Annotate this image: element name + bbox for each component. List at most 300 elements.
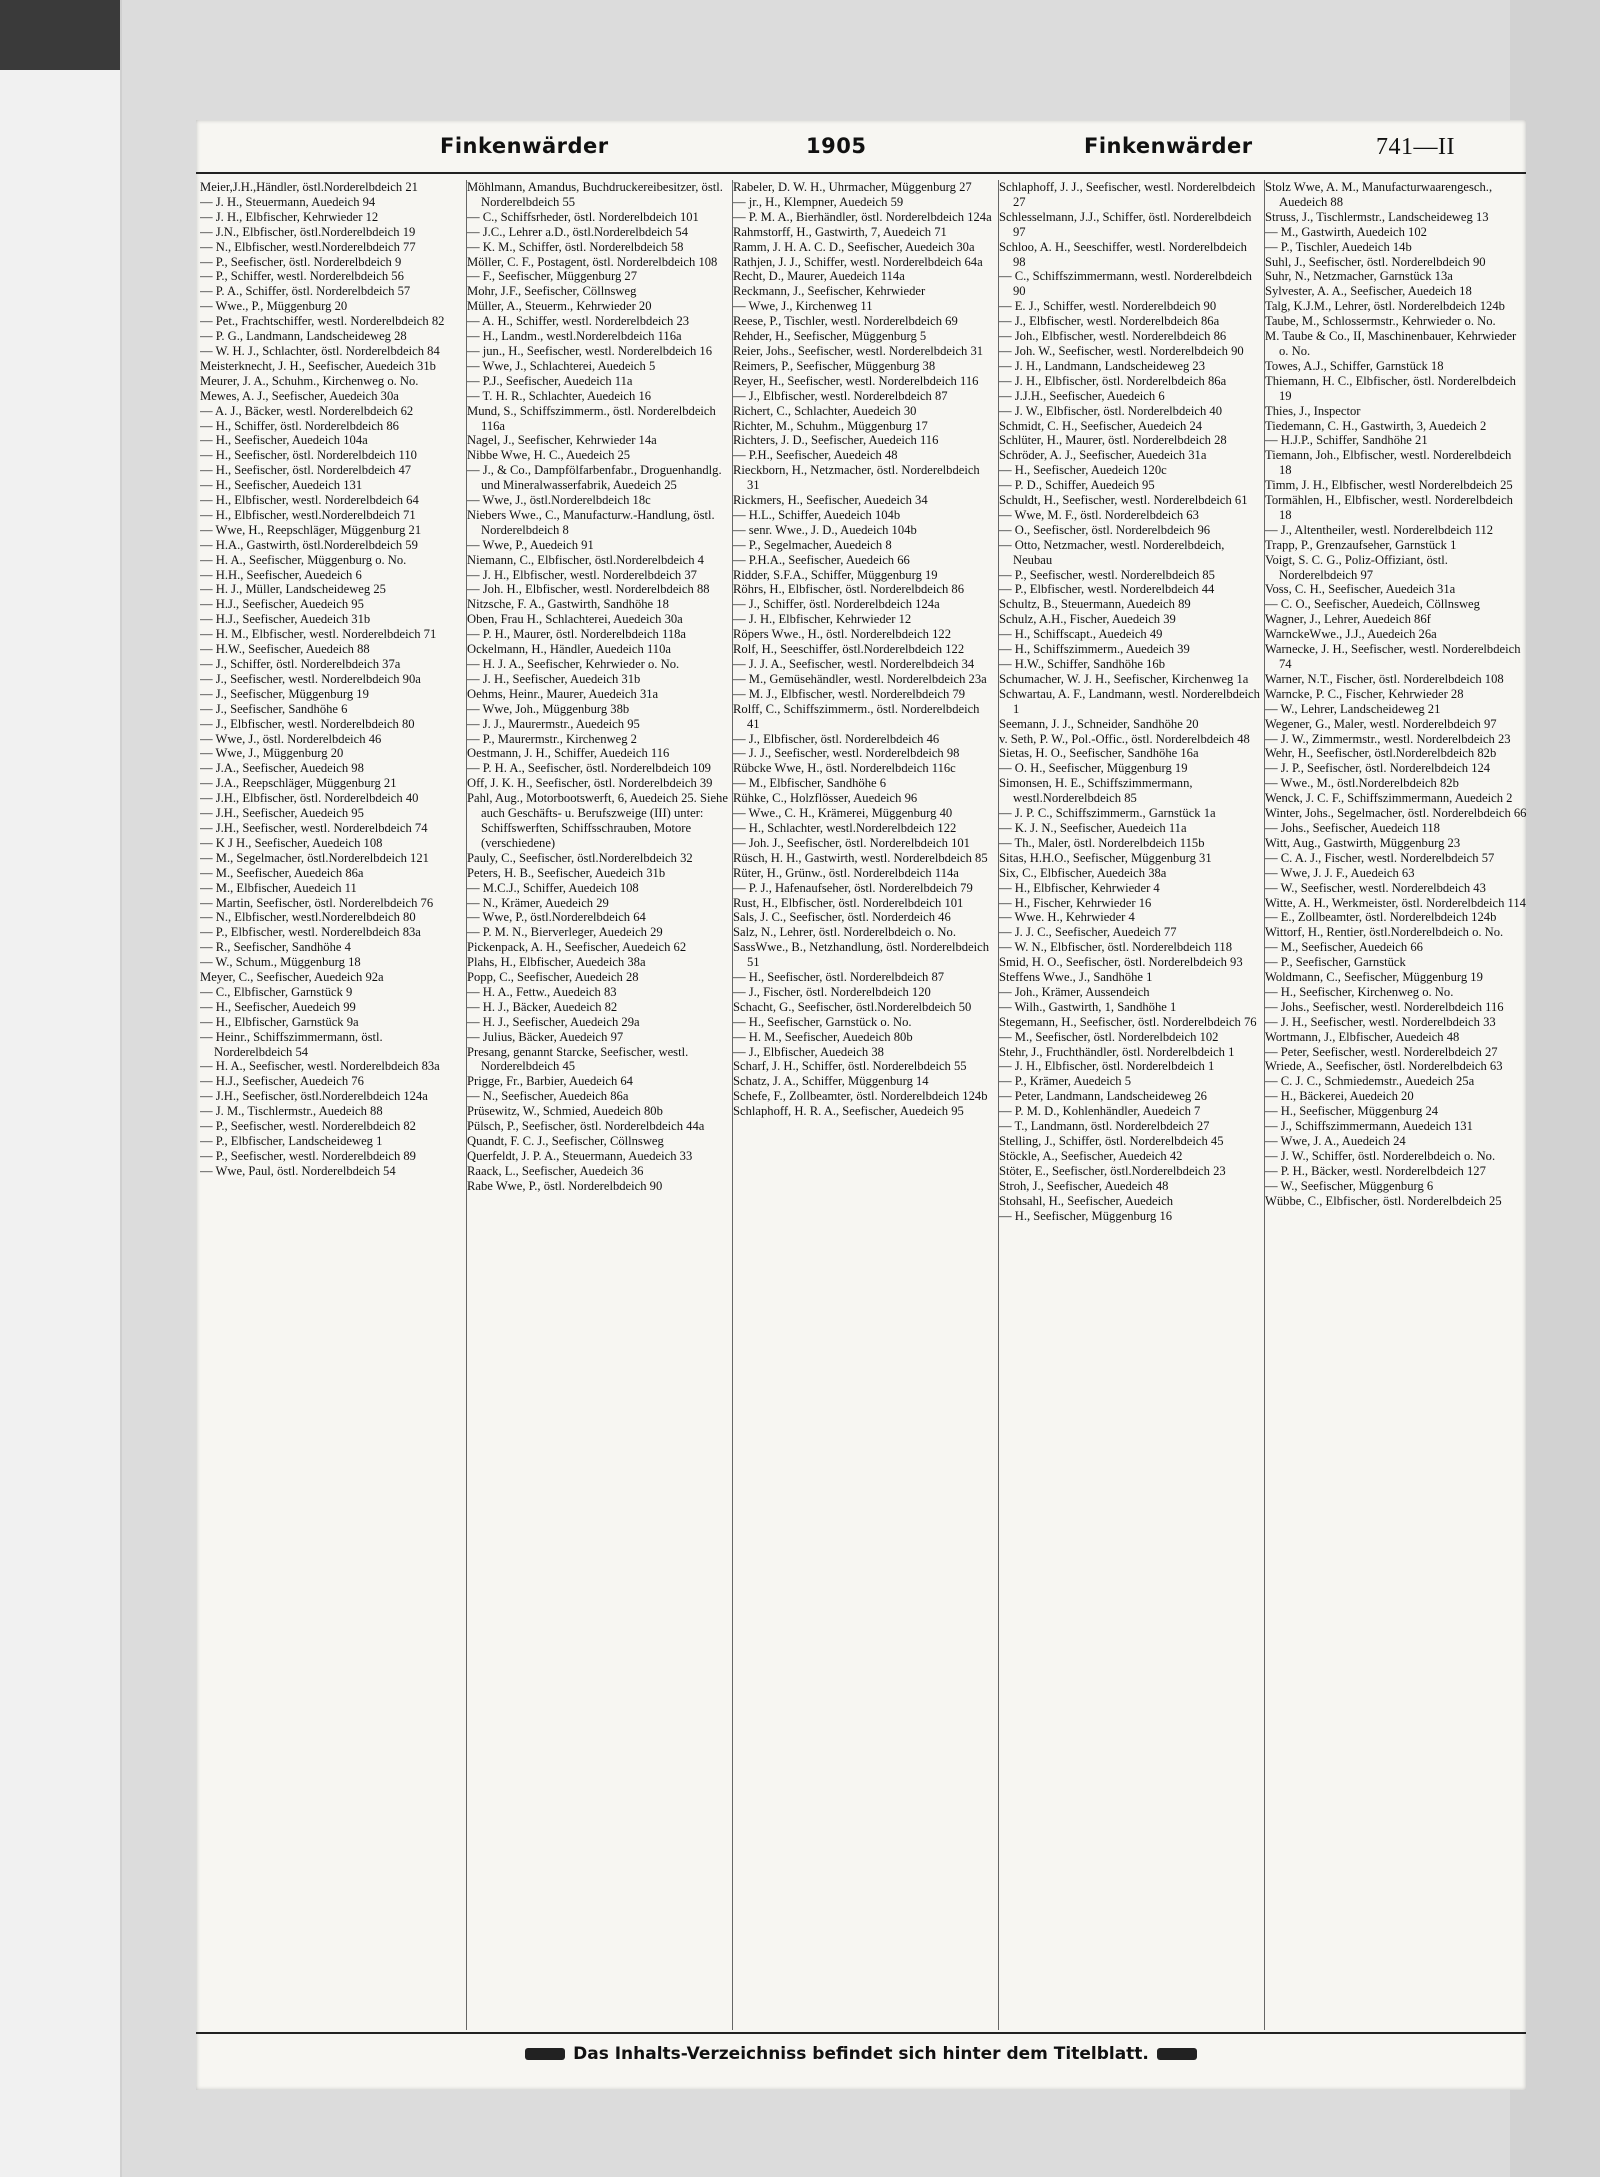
directory-entry: Schlüter, H., Maurer, östl. Norderelbdeich 28	[999, 433, 1227, 448]
directory-entry: — H., Elbfischer, Kehrwieder 4	[999, 880, 1160, 895]
directory-entry: — Joh. W., Seefischer, westl. Norderelbdeich 90	[999, 343, 1244, 358]
directory-entry: — J., Seefischer, Sandhöhe 6	[200, 701, 348, 716]
directory-entry: Pahl, Aug., Motorbootswerft, 6, Auedeich 25. Siehe auch Geschäfts- u. Berufszweige (III) unter: Schiffswerften, Schiffsschrauben, Motore (verschiedene)	[467, 791, 728, 850]
directory-entry: Rabeler, D. W. H., Uhrmacher, Müggenburg 27	[733, 180, 972, 194]
directory-entry: — E., Zollbeamter, östl. Norderelbdeich 124b	[1265, 910, 1497, 925]
directory-entry: — O., Seefischer, östl. Norderelbdeich 96	[999, 522, 1211, 537]
directory-entry: — H. J., Bäcker, Auedeich 82	[467, 999, 618, 1014]
directory-entry: — J.A., Seefischer, Auedeich 98	[200, 761, 364, 776]
directory-entry: — Heinr., Schiffszimmermann, östl. Norderelbdeich 54	[200, 1029, 383, 1059]
directory-entry: Taube, M., Schlossermstr., Kehrwieder o. No.	[1265, 314, 1496, 329]
directory-entry: — Otto, Netzmacher, westl. Norderelbdeich, Neubau	[999, 537, 1225, 567]
directory-entry: — P., Seefischer, Garnstück	[1265, 955, 1406, 970]
directory-entry: Mewes, A. J., Seefischer, Auedeich 30a	[200, 388, 399, 403]
directory-entry: — H., Bäckerei, Auedeich 20	[1265, 1089, 1414, 1104]
directory-entry: Raack, L., Seefischer, Auedeich 36	[467, 1163, 644, 1178]
directory-entry: — W. N., Elbfischer, östl. Norderelbdeich 118	[999, 940, 1233, 955]
directory-entry: — C. A. J., Fischer, westl. Norderelbdeich 57	[1265, 850, 1495, 865]
directory-entry: — P. H., Maurer, östl. Norderelbdeich 118a	[467, 627, 687, 642]
directory-entry: — P., Seefischer, östl. Norderelbdeich 9	[200, 254, 402, 269]
directory-entry: — H.J.P., Schiffer, Sandhöhe 21	[1265, 433, 1428, 448]
directory-entry: — C., Schiffsrheder, östl. Norderelbdeich 101	[467, 209, 699, 224]
directory-entry: — Wwe., C. H., Krämerei, Müggenburg 40	[733, 806, 953, 821]
directory-entry: — Wwe, Joh., Müggenburg 38b	[467, 701, 630, 716]
directory-entry: Sitas, H.H.O., Seefischer, Müggenburg 31	[999, 850, 1212, 865]
directory-entry: — J.N., Elbfischer, östl.Norderelbdeich 19	[200, 224, 416, 239]
directory-entry: Winter, Johs., Segelmacher, östl. Norderelbdeich 66	[1265, 806, 1527, 821]
directory-entry: Wriede, A., Seefischer, östl. Norderelbdeich 63	[1265, 1059, 1503, 1074]
directory-columns	[196, 180, 1526, 2030]
directory-entry: — J.H., Seefischer, östl.Norderelbdeich 124a	[200, 1089, 428, 1104]
directory-entry: Sietas, H. O., Seefischer, Sandhöhe 16a	[999, 746, 1199, 761]
directory-entry: — Wwe, J. J. F., Auedeich 63	[1265, 865, 1415, 880]
directory-entry: — jun., H., Seefischer, westl. Norderelbdeich 16	[467, 343, 713, 358]
directory-entry: — Wwe, J., östl.Norderelbdeich 18c	[467, 493, 651, 508]
directory-entry: — Johs., Seefischer, westl. Norderelbdeich 116	[1265, 999, 1504, 1014]
directory-entry: — H., Seefischer, Müggenburg 24	[1265, 1104, 1439, 1119]
footer-note	[196, 2044, 1526, 2064]
directory-entry: — J.H., Elbfischer, östl. Norderelbdeich 40	[200, 791, 419, 806]
directory-entry: — J.H., Seefischer, Auedeich 95	[200, 806, 364, 821]
directory-entry: — P. M. A., Bierhändler, östl. Norderelbdeich 124a	[733, 209, 992, 224]
directory-entry: — H., Seefischer, Garnstück o. No.	[733, 1014, 912, 1029]
directory-entry: Quandt, F. C. J., Seefischer, Cöllnsweg	[467, 1134, 664, 1148]
directory-entry: Schlaphoff, H. R. A., Seefischer, Auedeich 95	[733, 1104, 964, 1119]
directory-entry: — H., Seefischer, Auedeich 120c	[999, 463, 1167, 478]
directory-entry: — M., Seefischer, östl. Norderelbdeich 102	[999, 1029, 1219, 1044]
directory-entry: — T., Landmann, östl. Norderelbdeich 27	[999, 1119, 1210, 1134]
directory-entry: — H. A., Seefischer, Müggenburg o. No.	[200, 552, 407, 567]
directory-entry: — Wwe., P., Müggenburg 20	[200, 299, 348, 314]
directory-entry: Timm, J. H., Elbfischer, westl Norderelbdeich 25	[1265, 478, 1513, 493]
directory-entry: — J. H., Elbfischer, Kehrwieder 12	[733, 612, 912, 627]
directory-entry: — Joh., Krämer, Aussendeich	[999, 984, 1150, 999]
directory-entry: Prüsewitz, W., Schmied, Auedeich 80b	[467, 1104, 663, 1119]
directory-entry: — H., Seefischer, östl. Norderelbdeich 110	[200, 448, 417, 463]
directory-entry: Schwartau, A. F., Landmann, westl. Norderelbdeich 1	[999, 686, 1260, 716]
column-5	[1264, 180, 1527, 2030]
directory-entry: v. Seth, P. W., Pol.-Offic., östl. Norderelbdeich 48	[999, 731, 1250, 746]
directory-entry: Wittorf, H., Rentier, östl.Norderelbdeich o. No.	[1265, 925, 1504, 940]
directory-entry: Röpers Wwe., H., östl. Norderelbdeich 122	[733, 627, 952, 642]
directory-entry: — Wwe. H., Kehrwieder 4	[999, 910, 1135, 925]
directory-entry: — J., Schiffer, östl. Norderelbdeich 37a	[200, 657, 401, 671]
directory-entry: — P. A., Schiffer, östl. Norderelbdeich 57	[200, 284, 411, 299]
directory-entry: — H., Elbfischer, westl. Norderelbdeich 64	[200, 493, 419, 508]
directory-entry: — H., Seefischer, östl. Norderelbdeich 87	[733, 970, 945, 985]
directory-entry: — W., Lehrer, Landscheideweg 21	[1265, 701, 1441, 716]
directory-entry: — P. D., Schiffer, Auedeich 95	[999, 478, 1155, 493]
directory-entry: Richert, C., Schlachter, Auedeich 30	[733, 403, 917, 418]
directory-entry: — N., Seefischer, Auedeich 86a	[467, 1089, 629, 1104]
directory-entry: Richter, M., Schuhm., Müggenburg 17	[733, 418, 928, 433]
directory-entry: — P., Elbfischer, westl. Norderelbdeich 44	[999, 582, 1215, 597]
directory-entry: — K. M., Schiffer, östl. Norderelbdeich 58	[467, 239, 684, 254]
directory-entry: Stöter, E., Seefischer, östl.Norderelbdeich 23	[999, 1163, 1226, 1178]
directory-entry: Tiemann, Joh., Elbfischer, westl. Norderelbdeich 18	[1265, 448, 1512, 478]
directory-entry: Steffens Wwe., J., Sandhöhe 1	[999, 970, 1153, 985]
directory-entry: — M., Segelmacher, östl.Norderelbdeich 121	[200, 850, 429, 865]
directory-entry: — Wwe, J., Schlachterei, Auedeich 5	[467, 358, 656, 373]
directory-entry: — J. H., Elbfischer, östl. Norderelbdeich 86a	[999, 373, 1227, 388]
directory-entry: — J. P. C., Schiffszimmerm., Garnstück 1a	[999, 806, 1216, 821]
directory-entry: Wehr, H., Seefischer, östl.Norderelbdeich 82b	[1265, 746, 1497, 761]
directory-entry: Recht, D., Maurer, Auedeich 114a	[733, 269, 905, 284]
directory-entry: — Joh. H., Elbfischer, westl. Norderelbdeich 88	[467, 582, 710, 597]
directory-entry: — H., Seefischer, Auedeich 104a	[200, 433, 368, 448]
directory-entry: Stroh, J., Seefischer, Auedeich 48	[999, 1178, 1169, 1193]
directory-entry: Rahmstorff, H., Gastwirth, 7, Auedeich 71	[733, 224, 947, 239]
directory-entry: — H., Elbfischer, westl.Norderelbdeich 71	[200, 507, 416, 522]
directory-entry: Suhl, J., Seefischer, östl. Norderelbdeich 90	[1265, 254, 1486, 269]
directory-entry: — H., Elbfischer, Garnstück 9a	[200, 1014, 359, 1029]
directory-entry: — N., Elbfischer, westl.Norderelbdeich 77	[200, 239, 416, 254]
directory-entry: Reckmann, J., Seefischer, Kehrwieder	[733, 284, 926, 299]
directory-entry: — W. H. J., Schlachter, östl. Norderelbdeich 84	[200, 343, 440, 358]
directory-entry: — P., Tischler, Auedeich 14b	[1265, 239, 1412, 254]
directory-entry: — Wilh., Gastwirth, 1, Sandhöhe 1	[999, 999, 1177, 1014]
directory-entry: Wenck, J. C. F., Schiffszimmermann, Auedeich 2	[1265, 791, 1513, 806]
directory-entry: — Wwe., M., östl.Norderelbdeich 82b	[1265, 776, 1459, 791]
directory-entry: — H., Seefischer, Kirchenweg o. No.	[1265, 984, 1454, 999]
directory-entry: — J., Elbfischer, westl. Norderelbdeich 86a	[999, 314, 1220, 329]
directory-entry: — Wwe, M. F., östl. Norderelbdeich 63	[999, 507, 1199, 522]
directory-entry: Rühke, C., Holzflösser, Auedeich 96	[733, 791, 918, 806]
directory-entry: Peters, H. B., Seefischer, Auedeich 31b	[467, 865, 666, 880]
directory-entry: Rübcke Wwe, H., östl. Norderelbdeich 116c	[733, 761, 956, 776]
directory-entry: Oben, Frau H., Schlachterei, Auedeich 30a	[467, 612, 683, 627]
directory-entry: Schacht, G., Seefischer, östl.Norderelbdeich 50	[733, 999, 972, 1014]
directory-entry: Voigt, S. C. G., Poliz-Offiziant, östl. Norderelbdeich 97	[1265, 552, 1448, 582]
directory-entry: — J. J., Seefischer, westl. Norderelbdeich 98	[733, 746, 960, 761]
directory-entry: Trapp, P., Grenzaufseher, Garnstück 1	[1265, 537, 1457, 552]
directory-entry: — Peter, Landmann, Landscheideweg 26	[999, 1089, 1207, 1104]
directory-entry: — P.H.A., Seefischer, Auedeich 66	[733, 552, 910, 567]
directory-entry: — C. J. C., Schmiedemstr., Auedeich 25a	[1265, 1074, 1475, 1089]
scan-margin-left	[0, 0, 122, 2177]
directory-entry: Meyer, C., Seefischer, Auedeich 92a	[200, 970, 384, 985]
directory-entry: — J. H., Elbfischer, Kehrwieder 12	[200, 209, 379, 224]
directory-entry: Woldmann, C., Seefischer, Müggenburg 19	[1265, 970, 1483, 985]
directory-entry: — J.C., Lehrer a.D., östl.Norderelbdeich 54	[467, 224, 689, 239]
directory-entry: Struss, J., Tischlermstr., Landscheideweg 13	[1265, 209, 1489, 224]
directory-entry: Scharf, J. H., Schiffer, östl. Norderelbdeich 55	[733, 1059, 967, 1074]
directory-entry: Warncke, P. C., Fischer, Kehrwieder 28	[1265, 686, 1464, 701]
directory-entry: — H.L., Schiffer, Auedeich 104b	[733, 507, 901, 522]
directory-entry: Wagner, J., Lehrer, Auedeich 86f	[1265, 612, 1431, 627]
directory-entry: — H. A., Seefischer, westl. Norderelbdeich 83a	[200, 1059, 440, 1074]
directory-entry: Ridder, S.F.A., Schiffer, Müggenburg 19	[733, 567, 938, 582]
directory-entry: — Wwe, J., östl. Norderelbdeich 46	[200, 731, 382, 746]
directory-entry: — P., Maurermstr., Kirchenweg 2	[467, 731, 637, 746]
directory-entry: Schröder, A. J., Seefischer, Auedeich 31a	[999, 448, 1207, 463]
directory-entry: — H., Seefischer, Auedeich 99	[200, 999, 356, 1014]
directory-entry: — W., Schum., Müggenburg 18	[200, 955, 361, 970]
directory-entry: — J. H., Elbfischer, westl. Norderelbdeich 37	[467, 567, 697, 582]
directory-entry: — P., Seefischer, westl. Norderelbdeich 82	[200, 1119, 416, 1134]
directory-entry: Rickmers, H., Seefischer, Auedeich 34	[733, 493, 928, 508]
directory-entry: — J., Elbfischer, westl. Norderelbdeich 80	[200, 716, 415, 731]
directory-entry: — H. M., Elbfischer, westl. Norderelbdeich 71	[200, 627, 437, 642]
directory-entry: — C., Elbfischer, Garnstück 9	[200, 984, 353, 999]
directory-entry: — senr. Wwe., J. D., Auedeich 104b	[733, 522, 917, 537]
directory-entry: Nagel, J., Seefischer, Kehrwieder 14a	[467, 433, 657, 448]
directory-entry: Off, J. K. H., Seefischer, östl. Norderelbdeich 39	[467, 776, 713, 791]
directory-entry: Wortmann, J., Elbfischer, Auedeich 48	[1265, 1029, 1460, 1044]
directory-entry: Thies, J., Inspector	[1265, 403, 1361, 418]
directory-entry: — J.J.H., Seefischer, Auedeich 6	[999, 388, 1165, 403]
directory-entry: — C. O., Seefischer, Auedeich, Cöllnsweg	[1265, 597, 1480, 612]
directory-entry: — P. G., Landmann, Landscheideweg 28	[200, 329, 407, 344]
directory-entry: — M., Seefischer, Auedeich 66	[1265, 940, 1423, 955]
directory-entry: Rolff, C., Schiffszimmerm., östl. Norderelbdeich 41	[733, 701, 980, 731]
directory-entry: Stohsahl, H., Seefischer, Auedeich	[999, 1193, 1174, 1208]
header-place-right: Finkenwärder	[1084, 134, 1253, 158]
directory-entry: — P. M. D., Kohlenhändler, Auedeich 7	[999, 1104, 1201, 1119]
directory-entry: Rolf, H., Seeschiffer, östl.Norderelbdeich 122	[733, 642, 965, 657]
directory-entry: Rabe Wwe, P., östl. Norderelbdeich 90	[467, 1178, 663, 1193]
directory-entry: Pauly, C., Seefischer, östl.Norderelbdeich 32	[467, 850, 693, 865]
directory-entry: Suhr, N., Netzmacher, Garnstück 13a	[1265, 269, 1453, 284]
directory-entry: — P. H., Bäcker, westl. Norderelbdeich 127	[1265, 1163, 1486, 1178]
directory-entry: Sylvester, A. A., Seefischer, Auedeich 18	[1265, 284, 1472, 299]
directory-entry: Reyer, H., Seefischer, westl. Norderelbdeich 116	[733, 373, 979, 388]
directory-entry: — H., Seefischer, Auedeich 131	[200, 478, 363, 493]
directory-entry: — P., Seefischer, westl. Norderelbdeich 85	[999, 567, 1215, 582]
directory-entry: — Wwe, P., Auedeich 91	[467, 537, 594, 552]
directory-entry: Möller, C. F., Postagent, östl. Norderelbdeich 108	[467, 254, 718, 269]
directory-entry: — Joh. J., Seefischer, östl. Norderelbdeich 101	[733, 835, 970, 850]
directory-entry: — M. J., Elbfischer, westl. Norderelbdeich 79	[733, 686, 966, 701]
directory-entry: — Johs., Seefischer, Auedeich 118	[1265, 820, 1440, 835]
directory-entry: Mund, S., Schiffszimmerm., östl. Norderelbdeich 116a	[467, 403, 716, 433]
directory-entry: — J., Elbfischer, östl. Norderelbdeich 46	[733, 731, 940, 746]
directory-entry: Reimers, P., Seefischer, Müggenburg 38	[733, 358, 936, 373]
directory-entry: — P., Elbfischer, Landscheideweg 1	[200, 1134, 383, 1148]
directory-entry: Reese, P., Tischler, westl. Norderelbdeich 69	[733, 314, 958, 329]
directory-entry: — J. H., Steuermann, Auedeich 94	[200, 194, 376, 209]
directory-entry: — Martin, Seefischer, östl. Norderelbdeich 76	[200, 895, 434, 910]
directory-entry: Stegemann, H., Seefischer, östl. Norderelbdeich 76	[999, 1014, 1257, 1029]
directory-entry: Rüter, H., Grünw., östl. Norderelbdeich 114a	[733, 865, 959, 880]
directory-entry: — Pet., Frachtschiffer, westl. Norderelbdeich 82	[200, 314, 445, 329]
directory-entry: — N., Elbfischer, westl.Norderelbdeich 80	[200, 910, 416, 925]
directory-entry: — Wwe, P., östl.Norderelbdeich 64	[467, 910, 646, 925]
directory-entry: Schefe, F., Zollbeamter, östl. Norderelbdeich 124b	[733, 1089, 988, 1104]
directory-entry: Ockelmann, H., Händler, Auedeich 110a	[467, 642, 671, 657]
directory-entry: — O. H., Seefischer, Müggenburg 19	[999, 761, 1188, 776]
directory-entry: — P.H., Seefischer, Auedeich 48	[733, 448, 898, 463]
directory-entry: — J. W., Schiffer, östl. Norderelbdeich o. No.	[1265, 1148, 1496, 1163]
directory-entry: Pickenpack, A. H., Seefischer, Auedeich 62	[467, 940, 687, 955]
footer-text: Das Inhalts-Verzeichniss befindet sich hinter dem Titelblatt.	[573, 2044, 1149, 2064]
directory-entry: — H., Fischer, Kehrwieder 16	[999, 895, 1152, 910]
directory-page	[196, 120, 1526, 2090]
directory-entry: — J. J. C., Seefischer, Auedeich 77	[999, 925, 1177, 940]
page-header	[196, 120, 1526, 172]
directory-entry: Warnecke, J. H., Seefischer, westl. Norderelbdeich 74	[1265, 642, 1521, 671]
directory-entry: Prigge, Fr., Barbier, Auedeich 64	[467, 1074, 633, 1089]
directory-entry: Reier, Johs., Seefischer, westl. Norderelbdeich 31	[733, 343, 984, 358]
directory-entry: — H., Seefischer, Müggenburg 16	[999, 1208, 1173, 1223]
directory-entry: — A. J., Bäcker, westl. Norderelbdeich 62	[200, 403, 414, 418]
directory-entry: Rehder, H., Seefischer, Müggenburg 5	[733, 329, 927, 344]
directory-entry: — J., Elbfischer, westl. Norderelbdeich 87	[733, 388, 948, 403]
header-year: 1905	[806, 134, 867, 158]
directory-entry: — J. H., Seefischer, westl. Norderelbdeich 33	[1265, 1014, 1496, 1029]
directory-entry: Müller, A., Steuerm., Kehrwieder 20	[467, 299, 652, 314]
directory-entry: — M., Gemüsehändler, westl. Norderelbdeich 23a	[733, 671, 987, 686]
directory-entry: Meisterknecht, J. H., Seefischer, Auedeich 31b	[200, 358, 436, 373]
directory-entry: — C., Schiffszimmermann, westl. Norderelbdeich 90	[999, 269, 1252, 299]
scan-corner-shadow	[0, 0, 120, 70]
directory-entry: — H.W., Seefischer, Auedeich 88	[200, 642, 370, 657]
directory-entry: — H. M., Seefischer, Auedeich 80b	[733, 1029, 913, 1044]
directory-entry: — Peter, Seefischer, westl. Norderelbdeich 27	[1265, 1044, 1498, 1059]
directory-entry: Presang, genannt Starcke, Seefischer, westl. Norderelbdeich 45	[467, 1044, 689, 1074]
directory-entry: Meier,J.H.,Händler, östl.Norderelbdeich 21	[200, 180, 418, 194]
directory-entry: — H.W., Schiffer, Sandhöhe 16b	[999, 657, 1165, 671]
directory-entry: Thiemann, H. C., Elbfischer, östl. Norderelbdeich 19	[1265, 373, 1516, 403]
directory-entry: Wübbe, C., Elbfischer, östl. Norderelbdeich 25	[1265, 1193, 1502, 1208]
directory-entry: — J. P., Seefischer, östl. Norderelbdeich 124	[1265, 761, 1491, 776]
column-3	[732, 180, 995, 2030]
directory-entry: Schlaphoff, J. J., Seefischer, westl. Norderelbdeich 27	[999, 180, 1256, 209]
directory-entry: — H.A., Gastwirth, östl.Norderelbdeich 59	[200, 537, 418, 552]
directory-entry: — J. M., Tischlermstr., Auedeich 88	[200, 1104, 383, 1119]
directory-entry: — Julius, Bäcker, Auedeich 97	[467, 1029, 624, 1044]
directory-entry: — H.H., Seefischer, Auedeich 6	[200, 567, 362, 582]
directory-entry: — M.C.J., Schiffer, Auedeich 108	[467, 880, 639, 895]
directory-entry: Stöckle, A., Seefischer, Auedeich 42	[999, 1148, 1183, 1163]
page-number: 741—II	[1376, 134, 1455, 160]
directory-entry: — H. J., Seefischer, Auedeich 29a	[467, 1014, 640, 1029]
directory-entry: — H., Schiffscapt., Auedeich 49	[999, 627, 1163, 642]
directory-entry: — P. M. N., Bierverleger, Auedeich 29	[467, 925, 663, 940]
directory-entry: Rathjen, J. J., Schiffer, westl. Norderelbdeich 64a	[733, 254, 983, 269]
directory-entry: Sals, J. C., Seefischer, östl. Norderdeich 46	[733, 910, 951, 925]
column-1	[200, 180, 462, 2030]
directory-entry: — T. H. R., Schlachter, Auedeich 16	[467, 388, 652, 403]
directory-entry: — J. H., Elbfischer, östl. Norderelbdeich 1	[999, 1059, 1215, 1074]
directory-entry: — P., Krämer, Auedeich 5	[999, 1074, 1132, 1089]
directory-entry: — J. J., Maurermstr., Auedeich 95	[467, 716, 640, 731]
directory-entry: — P., Schiffer, westl. Norderelbdeich 56	[200, 269, 404, 284]
directory-entry: — H., Seefischer, östl. Norderelbdeich 47	[200, 463, 412, 478]
directory-entry: Talg, K.J.M., Lehrer, östl. Norderelbdeich 124b	[1265, 299, 1505, 314]
directory-entry: Röhrs, H., Elbfischer, östl. Norderelbdeich 86	[733, 582, 965, 597]
directory-entry: Rüsch, H. H., Gastwirth, westl. Norderelbdeich 85	[733, 850, 988, 865]
directory-entry: — M., Elbfischer, Sandhöhe 6	[733, 776, 887, 791]
directory-entry: — W., Seefischer, Müggenburg 6	[1265, 1178, 1434, 1193]
directory-entry: — P.J., Seefischer, Auedeich 11a	[467, 373, 633, 388]
directory-entry: — J., Fischer, östl. Norderelbdeich 120	[733, 984, 931, 999]
directory-entry: Nibbe Wwe, H. C., Auedeich 25	[467, 448, 631, 463]
directory-entry: — J., Schiffer, östl. Norderelbdeich 124a	[733, 597, 940, 612]
directory-entry: — Wwe, H., Reepschläger, Müggenburg 21	[200, 522, 422, 537]
directory-entry: — P., Elbfischer, westl. Norderelbdeich 83a	[200, 925, 421, 940]
column-2	[466, 180, 729, 2030]
directory-entry: Oestmann, J. H., Schiffer, Auedeich 116	[467, 746, 670, 761]
directory-entry: — N., Krämer, Auedeich 29	[467, 895, 609, 910]
directory-entry: Witte, A. H., Werkmeister, östl. Norderelbdeich 114	[1265, 895, 1526, 910]
directory-entry: Tormählen, H., Elbfischer, westl. Norderelbdeich 18	[1265, 493, 1513, 522]
directory-entry: — J.H., Seefischer, westl. Norderelbdeich 74	[200, 820, 428, 835]
directory-entry: Schultz, B., Steuermann, Auedeich 89	[999, 597, 1191, 612]
directory-entry: — Wwe, Paul, östl. Norderelbdeich 54	[200, 1163, 396, 1178]
directory-entry: Voss, C. H., Seefischer, Auedeich 31a	[1265, 582, 1456, 597]
directory-entry: Schatz, J. A., Schiffer, Müggenburg 14	[733, 1074, 929, 1089]
directory-entry: — J. J. A., Seefischer, westl. Norderelbdeich 34	[733, 657, 975, 671]
directory-entry: — H., Schiffer, östl. Norderelbdeich 86	[200, 418, 399, 433]
directory-entry: Meurer, J. A., Schuhm., Kirchenweg o. No.	[200, 373, 419, 388]
directory-entry: — K J H., Seefischer, Auedeich 108	[200, 835, 383, 850]
directory-entry: Schuldt, H., Seefischer, westl. Norderelbdeich 61	[999, 493, 1248, 508]
directory-entry: Richters, J. D., Seefischer, Auedeich 116	[733, 433, 939, 448]
directory-entry: — Th., Maler, östl. Norderelbdeich 115b	[999, 835, 1205, 850]
directory-entry: — H. J. A., Seefischer, Kehrwieder o. No.	[467, 657, 680, 671]
directory-entry: — H.J., Seefischer, Auedeich 95	[200, 597, 364, 612]
directory-entry: Smid, H. O., Seefischer, östl. Norderelbdeich 93	[999, 955, 1243, 970]
directory-entry: Querfeldt, J. P. A., Steuermann, Auedeich 33	[467, 1148, 693, 1163]
directory-entry: Warner, N.T., Fischer, östl. Norderelbdeich 108	[1265, 671, 1504, 686]
directory-entry: — F., Seefischer, Müggenburg 27	[467, 269, 637, 284]
directory-entry: — J. W., Elbfischer, östl. Norderelbdeich 40	[999, 403, 1222, 418]
directory-entry: — J., Altenthеiler, westl. Norderelbdeich 112	[1265, 522, 1494, 537]
directory-entry: — Wwe, J., Müggenburg 20	[200, 746, 344, 761]
directory-entry: — P. J., Hafenaufseher, östl. Norderelbdeich 79	[733, 880, 973, 895]
directory-entry: Plahs, H., Elbfischer, Auedeich 38a	[467, 955, 646, 970]
directory-entry: — H., Schiffszimmerm., Auedeich 39	[999, 642, 1190, 657]
directory-entry: — H.J., Seefischer, Auedeich 31b	[200, 612, 371, 627]
directory-entry: — J., Elbfischer, Auedeich 38	[733, 1044, 884, 1059]
directory-entry: — Joh., Elbfischer, westl. Norderelbdeich 86	[999, 329, 1227, 344]
pointing-hand-icon	[1157, 2048, 1197, 2060]
directory-entry: Schloo, A. H., Seeschiffer, westl. Norderelbdeich 98	[999, 239, 1247, 269]
directory-entry: Popp, C., Seefischer, Auedeich 28	[467, 970, 639, 985]
directory-entry: Nitzsche, F. A., Gastwirth, Sandhöhe 18	[467, 597, 669, 612]
directory-entry: Mohr, J.F., Seefischer, Cöllnsweg	[467, 284, 637, 299]
directory-entry: SassWwe., B., Netzhandlung, östl. Norderelbdeich 51	[733, 940, 990, 970]
directory-entry: — M., Seefischer, Auedeich 86a	[200, 865, 364, 880]
directory-entry: — H. A., Fettw., Auedeich 83	[467, 984, 617, 999]
directory-entry: — E. J., Schiffer, westl. Norderelbdeich 90	[999, 299, 1217, 314]
directory-entry: — M., Gastwirth, Auedeich 102	[1265, 224, 1427, 239]
directory-entry: Ramm, J. H. A. C. D., Seefischer, Auedeich 30a	[733, 239, 975, 254]
directory-entry: M. Taube & Co., II, Maschinenbauer, Kehrwieder o. No.	[1265, 329, 1517, 358]
directory-entry: — R., Seefischer, Sandhöhe 4	[200, 940, 351, 955]
directory-entry: Six, C., Elbfischer, Auedeich 38a	[999, 865, 1167, 880]
directory-entry: — J.A., Reepschläger, Müggenburg 21	[200, 776, 397, 791]
directory-entry: — H., Schlachter, westl.Norderelbdeich 122	[733, 820, 957, 835]
pointing-hand-icon	[525, 2048, 565, 2060]
directory-entry: Simonsen, H. E., Schiffszimmermann, westl.Norderelbdeich 85	[999, 776, 1193, 806]
directory-entry: Rust, H., Elbfischer, östl. Norderelbdeich 101	[733, 895, 964, 910]
directory-entry: Stolz Wwe, A. M., Manufacturwaarengesch., Auedeich 88	[1265, 180, 1493, 209]
directory-entry: — P., Segelmacher, Auedeich 8	[733, 537, 892, 552]
directory-entry: Wegener, G., Maler, westl. Norderelbdeich 97	[1265, 716, 1497, 731]
directory-entry: Stehr, J., Fruchthändler, östl. Norderelbdeich 1	[999, 1044, 1235, 1059]
directory-entry: — J., Seefischer, westl. Norderelbdeich 90a	[200, 671, 421, 686]
footer-rule	[196, 2032, 1526, 2034]
directory-entry: Salz, N., Lehrer, östl. Norderelbdeich o. No.	[733, 925, 956, 940]
directory-entry: — P. H. A., Seefischer, östl. Norderelbdeich 109	[467, 761, 711, 776]
directory-entry: WarnckeWwe., J.J., Auedeich 26a	[1265, 627, 1437, 642]
directory-entry: Niemann, C., Elbfischer, östl.Norderelbdeich 4	[467, 552, 704, 567]
directory-entry: Witt, Aug., Gastwirth, Müggenburg 23	[1265, 835, 1461, 850]
directory-entry: — M., Elbfischer, Auedeich 11	[200, 880, 357, 895]
directory-entry: — J., Seefischer, Müggenburg 19	[200, 686, 369, 701]
